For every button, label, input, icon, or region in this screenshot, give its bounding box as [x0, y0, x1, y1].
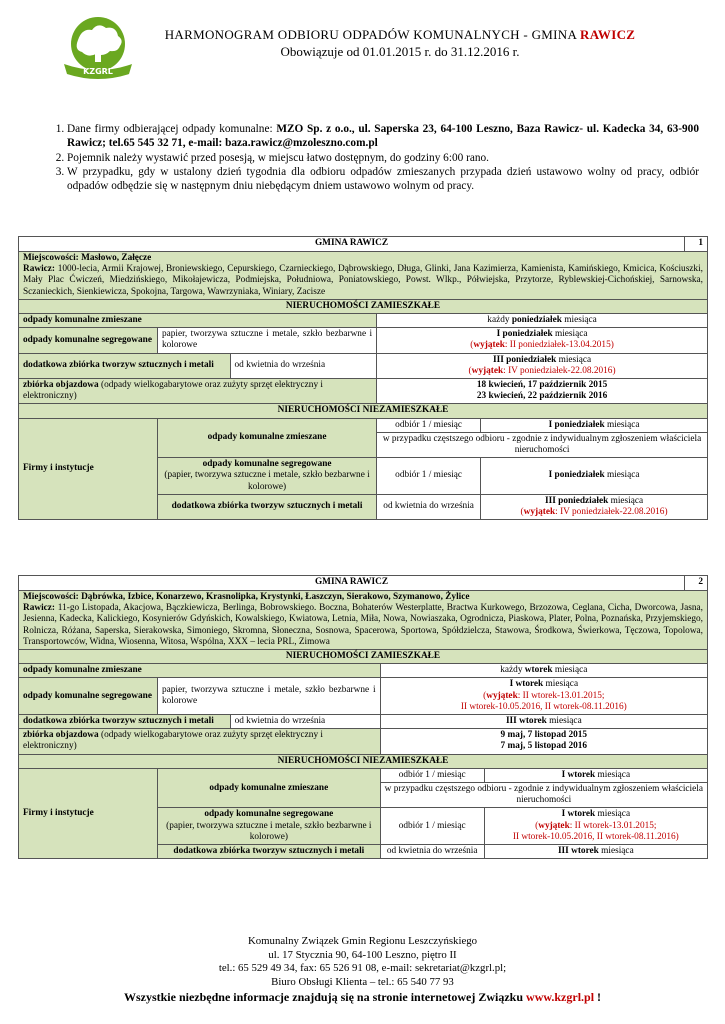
dod-exception: (wyjątek: IV poniedziałek-22.08.2016) [468, 365, 616, 376]
n-seg-exception: (wyjątek: II wtorek-13.01.2015; [535, 820, 657, 831]
n-seg-label [158, 458, 377, 495]
dod-day: III wtorek [505, 716, 547, 727]
n-mixed-day: I wtorek [561, 769, 596, 780]
seg-day: I wtorek [509, 679, 544, 690]
rule-holiday: 3. W przypadku, gdy w ustalony dzień tygodnia dla odbioru odpadów zmieszanych przypada dzień ustawowo wolny od pracy, odbiór odpadów odbędzie się w następnym dniu niebędącym dniem ustawowo wolnym od pracy. [67, 165, 699, 194]
locations-label: Miejscowości: Masłowo, Załęcze [23, 253, 152, 263]
n-seg: odpady komunalne segregowane [202, 459, 332, 470]
seg-exception: (wyjątek: II wtorek-13.01.2015; [483, 690, 605, 701]
locations-label: Miejscowości: Dąbrówka, Izbice, Konarzewo, Krasnolipka, Krystynki, Łaszczyn, Sierakowo, Szymanowo, Żylice [23, 592, 470, 602]
schedule-table-1 [18, 236, 708, 520]
website-link[interactable]: www.kzgrl.pl [526, 990, 595, 1004]
n-mixed-day: I poniedziałek [548, 419, 605, 430]
seg-post: miesiąca [543, 679, 579, 690]
n-seg-post: miesiąca [595, 809, 631, 820]
n-seg-exception-2: II wtorek-10.05.2016, II wtorek-08.11.2016) [512, 831, 679, 842]
streets-label: Rawicz: [23, 264, 56, 275]
mixed-label: odpady komunalne zmieszane [19, 664, 381, 678]
table-number: 1 [685, 237, 708, 252]
n-dod-exc-word: wyjątek [523, 507, 556, 518]
table-title: GMINA RAWICZ [19, 237, 685, 252]
band-niezamieszkale: NIERUCHOMOŚCI NIEZAMIESZKAŁE [19, 754, 708, 768]
obj-dates1: 9 maj, 7 listopad 2015 [500, 730, 588, 741]
n-mixed-note: w przypadku częstszego odbioru - zgodnie z indywidualnym zgłoszeniem właściciela nieruchomości [377, 432, 708, 457]
logo-text: KZGRL [83, 67, 113, 76]
dod-schedule [380, 715, 707, 729]
n-dod-post: miesiąca [608, 495, 644, 506]
obj-desc: (odpady wielkogabarytowe oraz zużyty sprzęt elektryczny i elektroniczny) [23, 730, 323, 752]
n-dod-label: dodatkowa zbiórka tworzyw sztucznych i metali [158, 845, 381, 859]
n-mixed-freq: odbiór 1 / miesiąc [377, 418, 481, 432]
seg-schedule [380, 678, 707, 715]
rule-container: 2. Pojemnik należy wystawić przed posesją, w miejscu łatwo dostępnym, do godziny 6:00 rano. [67, 151, 699, 165]
mixed-day: wtorek [524, 665, 553, 676]
n-mixed-post: miesiąca [604, 419, 640, 430]
n-dod-period: od kwietnia do września [380, 845, 484, 859]
footer-contact: tel.: 65 529 49 34, fax: 65 526 91 08, e-mail: sekretariat@kzgrl.pl; [218, 962, 507, 974]
obj-dates2: 23 kwiecień, 22 październik 2016 [476, 391, 608, 402]
footer-org: Komunalny Związek Gmin Regionu Leszczyńskiego [247, 935, 478, 947]
mixed-schedule [380, 664, 707, 678]
n-dod-day: III poniedziałek [544, 495, 609, 506]
n-dod-period: od kwietnia do września [377, 494, 481, 519]
mixed-schedule [377, 314, 708, 328]
seg-day: I poniedziałek [496, 329, 553, 340]
title-gmina: RAWICZ [580, 27, 636, 42]
mixed-post: miesiąca [561, 315, 597, 326]
seg-label: odpady komunalne segregowane [19, 328, 158, 353]
validity-period: Obowiązuje od 01.01.2015 r. do 31.12.2016 r. [280, 44, 520, 59]
obj-dates2: 7 maj, 5 listopad 2016 [500, 741, 588, 752]
footer-website-note: Wszystkie niezbędne informacje znajdują się na stronie internetowej Związku www.kzgrl.pl ! [123, 990, 602, 1004]
dod-post: miesiąca [556, 354, 592, 365]
seg-exception: (wyjątek: II poniedziałek-13.04.2015) [470, 340, 614, 351]
seg-exc-word: wyjątek [473, 340, 505, 351]
band-niezamieszkale: NIERUCHOMOŚCI NIEZAMIESZKAŁE [19, 404, 708, 418]
seg-exc-rest: : II poniedziałek-13.04.2015) [504, 340, 614, 351]
n-dod-post: miesiąca [598, 846, 634, 857]
dod-post: miesiąca [546, 716, 582, 727]
n-dod-day: III wtorek [557, 846, 599, 857]
objazdowa-label [19, 729, 381, 754]
n-seg: odpady komunalne segregowane [204, 809, 334, 820]
seg-label: odpady komunalne segregowane [19, 678, 158, 715]
document-title: HARMONOGRAM ODBIORU ODPADÓW KOMUNALNYCH - GMINA RAWICZ [164, 27, 636, 42]
n-mixed-schedule [481, 418, 708, 432]
n-seg-schedule [481, 458, 708, 495]
locations-cell [19, 252, 708, 300]
n-seg-freq: odbiór 1 / miesiąc [377, 458, 481, 495]
mixed-pre: każdy [487, 315, 512, 326]
footer [100, 935, 625, 1005]
n-dod-label: dodatkowa zbiórka tworzyw sztucznych i metali [158, 494, 377, 519]
seg-desc: papier, tworzywa sztuczne i metale, szkło bezbarwne i kolorowe [158, 328, 377, 353]
dod-label: dodatkowa zbiórka tworzyw sztucznych i metali [19, 715, 231, 729]
n-mixed-note: w przypadku częstszego odbioru - zgodnie z indywidualnym zgłoszeniem właściciela nieruchomości [380, 783, 707, 808]
obj-desc: (odpady wielkogabarytowe oraz zużyty sprzęt elektryczny i elektroniczny) [23, 380, 323, 402]
streets-list: 11-go Listopada, Akacjowa, Bączkiewicza, Berlinga, Bobrowskiego. Boczna, Bohaterów Westerplatte, Bractwa Kurkowego, Brzozowa, Ceglana, Cicha, Dworcowa, Jasna, Jesienna, Kadecka, Kalickiego, Kosynierów Gdyńskich, Kowalskiego, Kwiatowa, Letnia, Miła, Nowa, Nowiaszaka, Ogrodnicza, Piaskowa, Plater, Polna, Poznańska, Przyjemskiego, Rolnicza, Różana, Saperska, Sierakowska, Simoniego, Skromna, Słoneczna, Sosnowa, Spacerowa, Sportowa, Spółdzielcza, Stawowa, Środkowa, Świerkowa, Tęczowa, Topolowa, Transportowców, Widna, Wiosenna, Witosa, Wspólna, XXX – lecia PRL, Zimowa [23, 603, 703, 647]
mixed-label: odpady komunalne zmieszane [19, 314, 377, 328]
mixed-post: miesiąca [552, 665, 588, 676]
streets-list: 1000-lecia, Armii Krajowej, Broniewskiego, Cepurskiego, Czarnieckiego, Dąbrowskiego, Długa, Glinki, Jana Kazimierza, Kamienista, Kamińskiego, Kmicica, Kościuszki, Mały Plac Ćwiczeń, Miedzińskiego, Mikołajewicza, Podmiejska, Południowa, Poniatowskiego, Powst. Wlkp., Półwiejska, Przytorze, Ryblewskiej-Cichońskiej, Sarnowska, Sczanieckich, Sienkiewicza, Spokojna, Targowa, Wawrzyniaka, Winiary, Zacisze [23, 264, 703, 297]
obj-label: zbiórka objazdowa [23, 380, 99, 391]
seg-post: miesiąca [552, 329, 588, 340]
table-title: GMINA RAWICZ [19, 576, 685, 591]
obj-dates1: 18 kwiecień, 17 październik 2015 [476, 380, 608, 391]
schedule-table-2 [18, 575, 708, 859]
mixed-pre: każdy [500, 665, 525, 676]
n-dod-schedule [484, 845, 707, 859]
n-mixed-label: odpady komunalne zmieszane [158, 418, 377, 458]
seg-exception-2: II wtorek-10.05.2016, II wtorek-08.11.2016) [460, 701, 627, 712]
seg-desc: papier, tworzywa sztuczne i metale, szkło bezbarwne i kolorowe [158, 678, 381, 715]
n-dod-exception: (wyjątek: IV poniedziałek-22.08.2016) [520, 507, 668, 518]
document-header [150, 26, 650, 60]
n-seg-label [158, 808, 381, 845]
obj-label: zbiórka objazdowa [23, 730, 99, 741]
n-seg-post: miesiąca [604, 470, 640, 481]
locations-cell [19, 591, 708, 650]
dod-label: dodatkowa zbiórka tworzyw sztucznych i metali [19, 353, 231, 378]
n-seg-exc-word: wyjątek [538, 820, 570, 831]
rules-list [47, 122, 699, 193]
band-zamieszkale: NIERUCHOMOŚCI ZAMIESZKAŁE [19, 650, 708, 664]
n-seg-desc: (papier, tworzywa sztuczne i metale, szkło bezbarwne i kolorowe) [166, 820, 372, 842]
n-seg-exc-rest: : II wtorek-13.01.2015; [569, 820, 657, 831]
n-seg-desc: (papier, tworzywa sztuczne i metale, szkło bezbarwne i kolorowe) [164, 470, 370, 492]
seg-exc-rest: : II wtorek-13.01.2015; [517, 690, 605, 701]
n-dod-schedule [481, 494, 708, 519]
seg-exc-word: wyjątek [486, 690, 518, 701]
rule-company: 1. Dane firmy odbierającej odpady komunalne: MZO Sp. z o.o., ul. Saperska 23, 64-100 Leszno, Baza Rawicz- ul. Kadecka 34, 63-900 Rawicz; tel.65 545 32 71, e-mail: baza.rawicz@mzoleszno.com.pl [67, 122, 699, 151]
streets-label: Rawicz: [23, 603, 56, 614]
dod-exc-rest: : IV poniedziałek-22.08.2016) [503, 365, 616, 376]
footer-bok: Biuro Obsługi Klienta – tel.: 65 540 77 93 [271, 975, 454, 988]
seg-schedule [377, 328, 708, 353]
dod-exc-word: wyjątek [471, 365, 504, 376]
n-mixed-post: miesiąca [595, 769, 631, 780]
n-seg-day: I poniedziałek [548, 470, 605, 481]
n-dod-exc-rest: : IV poniedziałek-22.08.2016) [555, 507, 668, 518]
objazdowa-dates [377, 379, 708, 404]
n-mixed-label: odpady komunalne zmieszane [158, 768, 381, 808]
dod-period: od kwietnia do września [230, 353, 377, 378]
kzgrl-logo [58, 14, 138, 84]
objazdowa-dates [380, 729, 707, 754]
footer-address: ul. 17 Stycznia 90, 64-100 Leszno, piętro II [268, 948, 457, 961]
objazdowa-label [19, 379, 377, 404]
n-mixed-schedule [484, 768, 707, 782]
dod-schedule [377, 353, 708, 378]
band-zamieszkale: NIERUCHOMOŚCI ZAMIESZKAŁE [19, 299, 708, 313]
n-seg-freq: odbiór 1 / miesiąc [380, 808, 484, 845]
dod-period: od kwietnia do września [230, 715, 380, 729]
table-number: 2 [685, 576, 708, 591]
n-mixed-freq: odbiór 1 / miesiąc [380, 768, 484, 782]
n-seg-schedule [484, 808, 707, 845]
dod-day: III poniedziałek [492, 354, 557, 365]
firmy-label: Firmy i instytucje [19, 418, 158, 520]
n-seg-day: I wtorek [561, 809, 596, 820]
mixed-day: poniedziałek [511, 315, 562, 326]
firmy-label: Firmy i instytucje [19, 768, 158, 858]
